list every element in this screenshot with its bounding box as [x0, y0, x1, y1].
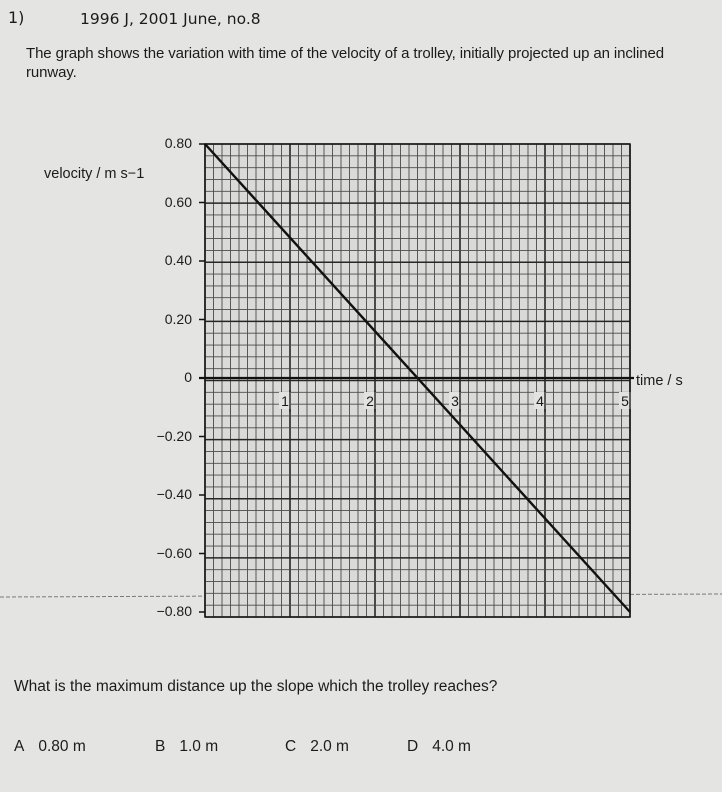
y-tick-label: 0.60 [164, 193, 192, 210]
option-b[interactable] [155, 738, 218, 756]
y-tick-label: 0.20 [164, 310, 192, 327]
option-d[interactable] [407, 738, 471, 756]
y-tick-label: 0.40 [164, 252, 192, 268]
source-reference: 1996 J, 2001 June, no.8 [80, 10, 261, 28]
y-axis-label: velocity / m s−1 [44, 166, 145, 182]
y-tick-label: −0.20 [156, 427, 192, 444]
option-c-letter: C [285, 738, 297, 755]
y-tick-label: −0.80 [156, 603, 192, 619]
y-tick-label: −0.60 [156, 544, 192, 561]
x-tick-label: 5 [621, 393, 629, 409]
option-c-text: 2.0 m [310, 738, 349, 755]
x-tick-label: 2 [366, 393, 374, 409]
option-b-text: 1.0 m [179, 738, 219, 755]
option-a[interactable] [14, 738, 86, 756]
question-text: What is the maximum distance up the slope which the trolley reaches? [14, 678, 498, 695]
option-d-letter: D [407, 738, 419, 755]
option-d-text: 4.0 m [432, 738, 471, 755]
x-tick-label: 1 [281, 393, 289, 409]
x-tick-label: 4 [536, 393, 544, 409]
x-axis-label: time / s [636, 373, 683, 389]
y-tick-label: −0.40 [156, 486, 192, 502]
question-stem: The graph shows the variation with time of the velocity of a trolley, initially projected up an inclined runway. [26, 45, 664, 81]
option-a-text: 0.80 m [38, 738, 86, 755]
option-b-letter: B [155, 738, 166, 755]
y-tick-label: 0 [184, 369, 192, 385]
option-a-letter: A [14, 738, 25, 755]
option-c[interactable] [285, 738, 349, 756]
y-tick-label: 0.80 [164, 135, 192, 151]
question-number: 1) [8, 8, 25, 27]
x-tick-label: 3 [451, 393, 459, 409]
